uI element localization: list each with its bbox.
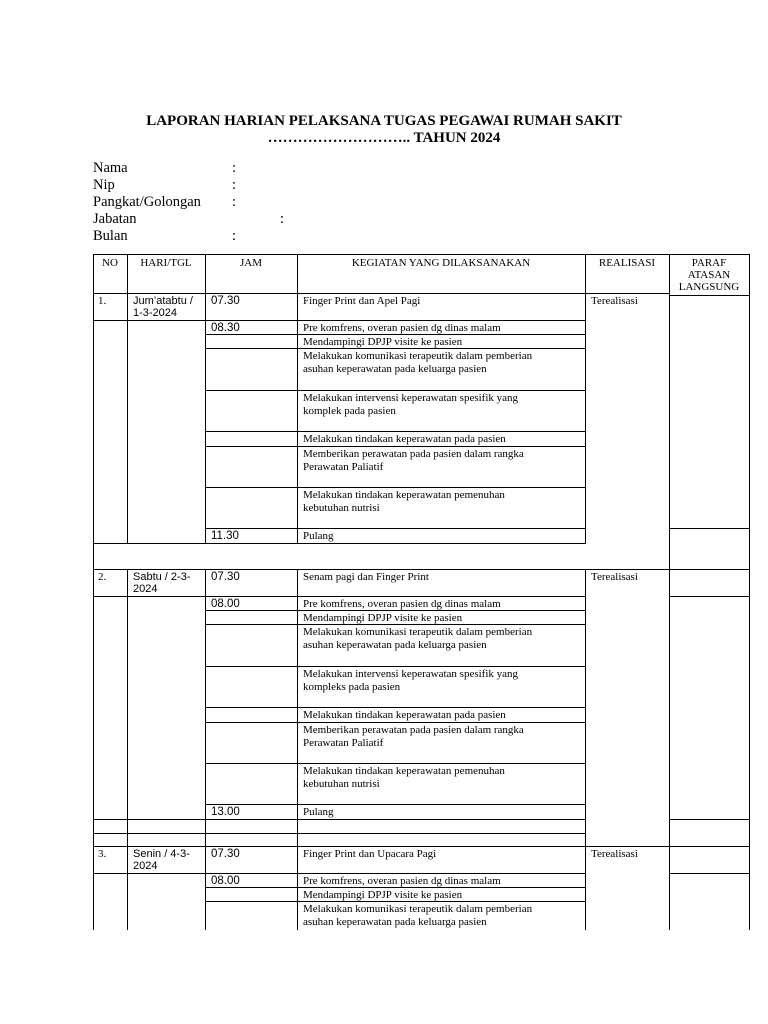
kegiatan-cell: kompleks pada pasien	[303, 681, 401, 693]
kegiatan-cell: komplek pada pasien	[303, 405, 396, 417]
table-rule-h	[93, 320, 586, 321]
jam-cell: 11.30	[211, 530, 239, 542]
kegiatan-cell: kebutuhan nutrisi	[303, 778, 380, 790]
table-rule-v	[297, 293, 298, 543]
table-rule-v	[669, 819, 670, 846]
table-rule-v	[669, 569, 670, 819]
header-kegiatan: KEGIATAN YANG DILAKSANAKAN	[351, 257, 531, 269]
field-nama-label: Nama	[93, 160, 128, 176]
table-rule-h	[205, 901, 586, 902]
kegiatan-cell: Perawatan Paliatif	[303, 737, 384, 749]
jam-cell: 13.00	[211, 806, 240, 818]
table-rule-h	[93, 293, 670, 294]
table-rule-h	[93, 254, 750, 255]
day-number: 2.	[98, 571, 107, 583]
table-rule-v	[585, 819, 586, 846]
table-rule-h	[205, 722, 586, 723]
header-paraf: LANGSUNG	[678, 281, 740, 293]
kegiatan-cell: Melakukan komunikasi terapeutik dalam pemberian	[303, 350, 533, 362]
kegiatan-cell: Memberikan perawatan pada pasien dalam rangka	[303, 448, 524, 460]
table-rule-h	[205, 804, 586, 805]
field-bulan-colon: :	[232, 228, 237, 244]
jam-cell: 07.30	[211, 571, 240, 583]
kegiatan-cell: Melakukan tindakan keperawatan pemenuhan	[303, 765, 505, 777]
table-rule-v	[749, 254, 750, 930]
table-rule-v	[93, 543, 94, 569]
table-rule-v	[93, 254, 94, 293]
kegiatan-cell: Mendampingi DPJP visite ke pasien	[303, 889, 463, 901]
table-rule-h	[205, 487, 586, 488]
table-rule-v	[127, 254, 128, 293]
kegiatan-cell: Melakukan intervensi keperawatan spesifik yang	[303, 668, 519, 680]
table-rule-h	[205, 887, 586, 888]
field-jabatan-colon: :	[280, 211, 285, 227]
table-rule-v	[93, 293, 94, 543]
table-rule-h	[205, 763, 586, 764]
day-date: 2024	[133, 583, 158, 595]
kegiatan-cell: Perawatan Paliatif	[303, 461, 384, 473]
day-date: Senin / 4-3-	[133, 848, 190, 860]
kegiatan-cell: Melakukan tindakan keperawatan pada pasien	[303, 433, 506, 445]
table-rule-h	[205, 431, 586, 432]
kegiatan-cell: Pre komfrens, overan pasien dg dinas malam	[303, 875, 501, 887]
table-rule-h	[205, 707, 586, 708]
header-realisasi: REALISASI	[598, 257, 656, 269]
jam-cell: 08.00	[211, 875, 240, 887]
table-rule-h	[93, 846, 670, 847]
kegiatan-cell: kebutuhan nutrisi	[303, 502, 380, 514]
table-rule-h	[205, 528, 586, 529]
table-rule-h	[205, 446, 586, 447]
table-rule-v	[585, 569, 586, 819]
table-rule-h	[669, 819, 750, 820]
table-rule-v	[205, 846, 206, 930]
field-nip-label: Nip	[93, 177, 115, 193]
table-rule-h	[93, 543, 586, 544]
kegiatan-cell: asuhan keperawatan pada keluarga pasien	[303, 639, 487, 651]
kegiatan-cell: Finger Print dan Apel Pagi	[303, 295, 421, 307]
table-rule-v	[127, 569, 128, 819]
table-rule-v	[93, 819, 94, 846]
table-rule-h	[669, 569, 750, 570]
table-rule-v	[669, 846, 670, 930]
kegiatan-cell: Senam pagi dan Finger Print	[303, 571, 429, 583]
table-rule-v	[297, 846, 298, 930]
table-rule-h	[93, 873, 586, 874]
table-rule-h	[669, 528, 750, 529]
table-rule-h	[205, 334, 586, 335]
table-rule-h	[205, 610, 586, 611]
table-rule-v	[297, 819, 298, 846]
table-rule-v	[205, 819, 206, 846]
realisasi-status: Terealisasi	[591, 571, 638, 583]
table-rule-v	[669, 254, 670, 293]
header-hari-tgl: HARI/TGL	[140, 257, 192, 269]
kegiatan-cell: Melakukan tindakan keperawatan pemenuhan	[303, 489, 505, 501]
header-no: NO	[102, 257, 118, 269]
table-rule-h	[93, 596, 586, 597]
kegiatan-cell: Pulang	[303, 806, 334, 818]
realisasi-status: Terealisasi	[591, 295, 638, 307]
table-rule-v	[93, 569, 94, 819]
table-rule-v	[585, 846, 586, 930]
jam-cell: 07.30	[211, 295, 240, 307]
table-rule-h	[205, 348, 586, 349]
table-rule-h	[205, 666, 586, 667]
jam-cell: 07.30	[211, 848, 240, 860]
table-rule-h	[669, 295, 750, 296]
kegiatan-cell: Finger Print dan Upacara Pagi	[303, 848, 437, 860]
header-paraf: PARAF	[691, 257, 727, 269]
table-rule-v	[205, 254, 206, 293]
field-pangkat-label: Pangkat/Golongan	[93, 194, 201, 210]
kegiatan-cell: Mendampingi DPJP visite ke pasien	[303, 612, 463, 624]
day-date: Jum’atabtu /	[133, 295, 193, 307]
day-number: 3.	[98, 848, 107, 860]
report-subtitle: ……………………….. TAHUN 2024	[267, 130, 501, 146]
jam-cell: 08.30	[211, 322, 240, 334]
table-rule-h	[93, 569, 670, 570]
table-rule-h	[669, 873, 750, 874]
table-rule-v	[297, 254, 298, 293]
kegiatan-cell: Melakukan tindakan keperawatan pada pasien	[303, 709, 506, 721]
table-rule-v	[669, 293, 670, 543]
table-rule-v	[297, 569, 298, 819]
kegiatan-cell: asuhan keperawatan pada keluarga pasien	[303, 363, 487, 375]
table-rule-h	[669, 846, 750, 847]
table-rule-h	[93, 819, 586, 820]
table-rule-v	[585, 254, 586, 293]
table-rule-v	[205, 569, 206, 819]
day-date: 2024	[133, 860, 158, 872]
day-date: Sabtu / 2-3-	[133, 571, 191, 583]
field-nama-colon: :	[232, 160, 237, 176]
kegiatan-cell: Pre komfrens, overan pasien dg dinas malam	[303, 322, 501, 334]
table-rule-h	[93, 833, 586, 834]
kegiatan-cell: Pulang	[303, 530, 334, 542]
table-rule-v	[127, 819, 128, 846]
kegiatan-cell: asuhan keperawatan pada keluarga pasien	[303, 916, 487, 928]
kegiatan-cell: Melakukan komunikasi terapeutik dalam pemberian	[303, 626, 533, 638]
header-jam: JAM	[239, 257, 262, 269]
table-rule-v	[669, 543, 670, 569]
day-date: 1-3-2024	[133, 307, 178, 319]
day-number: 1.	[98, 295, 107, 307]
kegiatan-cell: Melakukan intervensi keperawatan spesifik yang	[303, 392, 519, 404]
kegiatan-cell: Mendampingi DPJP visite ke pasien	[303, 336, 463, 348]
report-title: LAPORAN HARIAN PELAKSANA TUGAS PEGAWAI RUMAH SAKIT	[146, 113, 622, 129]
field-jabatan-label: Jabatan	[93, 211, 137, 227]
kegiatan-cell: Memberikan perawatan pada pasien dalam rangka	[303, 724, 524, 736]
table-rule-h	[669, 596, 750, 597]
table-rule-v	[93, 846, 94, 930]
field-pangkat-colon: :	[232, 194, 237, 210]
table-rule-v	[127, 293, 128, 543]
jam-cell: 08.00	[211, 598, 240, 610]
table-rule-h	[205, 390, 586, 391]
kegiatan-cell: Melakukan komunikasi terapeutik dalam pemberian	[303, 903, 533, 915]
field-bulan-label: Bulan	[93, 228, 128, 244]
header-paraf: ATASAN	[687, 269, 731, 281]
table-rule-v	[585, 293, 586, 543]
realisasi-status: Terealisasi	[591, 848, 638, 860]
kegiatan-cell: Pre komfrens, overan pasien dg dinas malam	[303, 598, 501, 610]
table-rule-v	[127, 846, 128, 930]
table-rule-h	[205, 624, 586, 625]
table-rule-v	[205, 293, 206, 543]
field-nip-colon: :	[232, 177, 237, 193]
